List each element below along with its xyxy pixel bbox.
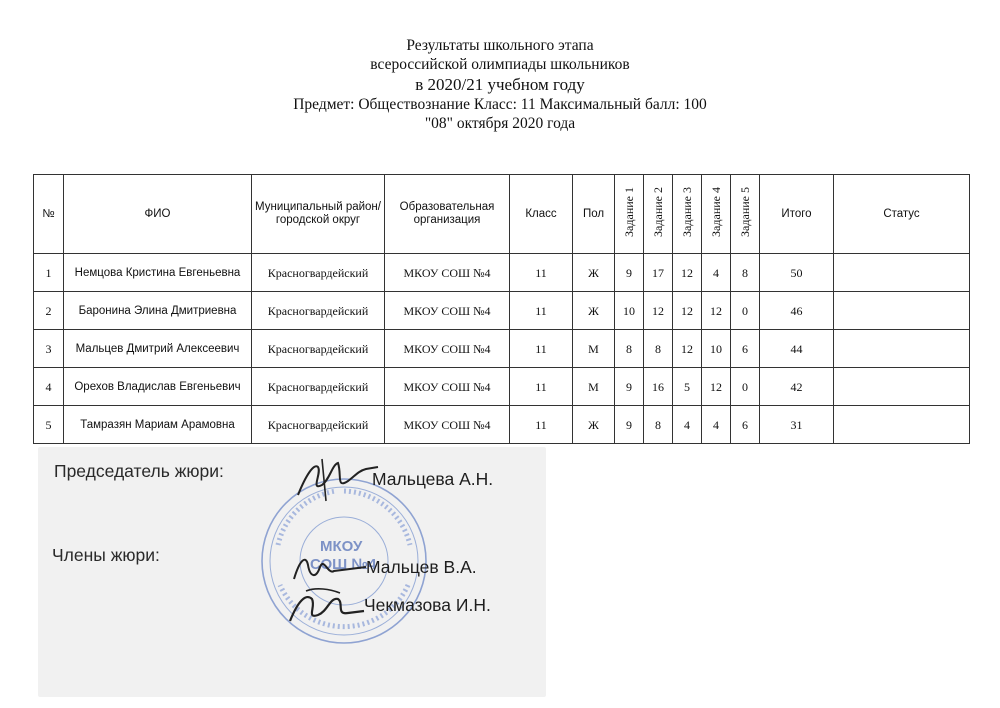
members-label: Члены жюри:: [52, 545, 160, 565]
cell-t2: 16: [644, 368, 673, 406]
member2-signature-icon: [286, 585, 366, 629]
cell-t3: 5: [673, 368, 702, 406]
cell-grade: 11: [510, 330, 573, 368]
col-header-gender: Пол: [573, 175, 615, 254]
table-row: [34, 368, 970, 406]
cell-grade: 11: [510, 406, 573, 444]
cell-fio: Немцова Кристина Евгеньевна: [64, 254, 252, 292]
cell-t1: 10: [615, 292, 644, 330]
subject-line: Предмет: Обществознание Класс: 11 Максимальный балл: 100: [293, 96, 707, 113]
title-line-2: всероссийской олимпиады школьников: [370, 56, 630, 73]
table-row: [34, 292, 970, 330]
cell-org: МКОУ СОШ №4: [385, 330, 510, 368]
cell-total: 46: [760, 292, 834, 330]
col-header-org: Образовательная организация: [385, 175, 510, 254]
cell-district: Красногвардейский: [252, 368, 385, 406]
col-header-district: Муниципальный район/городской округ: [252, 175, 385, 254]
cell-num: 5: [34, 406, 64, 444]
chair-name: Мальцева А.Н.: [372, 469, 494, 489]
cell-gender: Ж: [573, 406, 615, 444]
cell-t3: 12: [673, 254, 702, 292]
cell-t3: 12: [673, 292, 702, 330]
cell-org: МКОУ СОШ №4: [385, 368, 510, 406]
cell-grade: 11: [510, 254, 573, 292]
cell-fio: Тамразян Мариам Арамовна: [64, 406, 252, 444]
cell-status: [834, 406, 970, 444]
col-header-task4: Задание 4: [702, 175, 731, 254]
document-header: [0, 36, 1000, 133]
cell-t4: 4: [702, 406, 731, 444]
cell-t1: 9: [615, 254, 644, 292]
cell-t5: 6: [731, 406, 760, 444]
cell-t1: 9: [615, 406, 644, 444]
table-header-row: [34, 175, 970, 254]
col-header-task5: Задание 5: [731, 175, 760, 254]
stamp-line-1: МКОУ: [320, 538, 363, 555]
cell-status: [834, 254, 970, 292]
table-row: [34, 330, 970, 368]
col-header-task3: Задание 3: [673, 175, 702, 254]
cell-t1: 8: [615, 330, 644, 368]
cell-t5: 0: [731, 368, 760, 406]
title-line-3: в 2020/21 учебном году: [415, 75, 585, 94]
cell-t4: 4: [702, 254, 731, 292]
col-header-task1: Задание 1: [615, 175, 644, 254]
cell-district: Красногвардейский: [252, 406, 385, 444]
col-header-num: №: [34, 175, 64, 254]
cell-org: МКОУ СОШ №4: [385, 292, 510, 330]
cell-num: 4: [34, 368, 64, 406]
cell-t3: 12: [673, 330, 702, 368]
cell-t4: 12: [702, 368, 731, 406]
cell-gender: М: [573, 368, 615, 406]
cell-t2: 12: [644, 292, 673, 330]
col-header-fio: ФИО: [64, 175, 252, 254]
member1-signature-icon: [290, 549, 370, 589]
cell-fio: Орехов Владислав Евгеньевич: [64, 368, 252, 406]
cell-district: Красногвардейский: [252, 330, 385, 368]
cell-status: [834, 368, 970, 406]
cell-t2: 17: [644, 254, 673, 292]
cell-org: МКОУ СОШ №4: [385, 254, 510, 292]
cell-total: 44: [760, 330, 834, 368]
cell-num: 3: [34, 330, 64, 368]
cell-t5: 6: [731, 330, 760, 368]
cell-total: 31: [760, 406, 834, 444]
col-header-task2: Задание 2: [644, 175, 673, 254]
cell-t2: 8: [644, 406, 673, 444]
cell-t3: 4: [673, 406, 702, 444]
cell-num: 2: [34, 292, 64, 330]
cell-total: 50: [760, 254, 834, 292]
cell-total: 42: [760, 368, 834, 406]
cell-t2: 8: [644, 330, 673, 368]
cell-t5: 8: [731, 254, 760, 292]
cell-org: МКОУ СОШ №4: [385, 406, 510, 444]
chair-label: Председатель жюри:: [54, 461, 224, 481]
cell-grade: 11: [510, 292, 573, 330]
cell-gender: Ж: [573, 254, 615, 292]
cell-status: [834, 330, 970, 368]
col-header-total: Итого: [760, 175, 834, 254]
signatures-block: [0, 445, 1000, 708]
chair-signature-icon: [292, 455, 382, 505]
cell-grade: 11: [510, 368, 573, 406]
cell-t4: 12: [702, 292, 731, 330]
cell-fio: Мальцев Дмитрий Алексеевич: [64, 330, 252, 368]
cell-t1: 9: [615, 368, 644, 406]
member2-name: Чекмазова И.Н.: [364, 595, 491, 615]
cell-district: Красногвардейский: [252, 292, 385, 330]
title-line-1: Результаты школьного этапа: [406, 37, 594, 54]
cell-fio: Баронина Элина Дмитриевна: [64, 292, 252, 330]
table-row: [34, 254, 970, 292]
cell-status: [834, 292, 970, 330]
cell-t4: 10: [702, 330, 731, 368]
date-line: "08" октября 2020 года: [424, 115, 576, 132]
table-row: [34, 406, 970, 444]
member1-name: Мальцев В.А.: [366, 557, 477, 577]
results-table: [33, 174, 970, 444]
col-header-status: Статус: [834, 175, 970, 254]
cell-t5: 0: [731, 292, 760, 330]
cell-num: 1: [34, 254, 64, 292]
cell-gender: М: [573, 330, 615, 368]
col-header-grade: Класс: [510, 175, 573, 254]
cell-gender: Ж: [573, 292, 615, 330]
cell-district: Красногвардейский: [252, 254, 385, 292]
stamp-line-2: СОШ №4: [310, 556, 377, 573]
